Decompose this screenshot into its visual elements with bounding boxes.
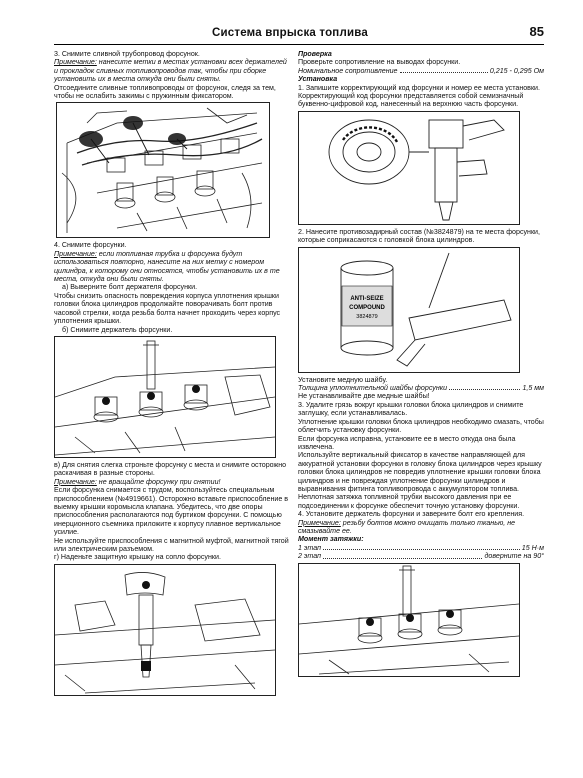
step-3: 3. Снимите сливной трубопровод форсунок. xyxy=(54,50,200,58)
nominal-label: Номинальное сопротивление xyxy=(298,66,398,75)
can-label-line-1: ANTI-SEIZE xyxy=(350,295,384,302)
stage-1-value: 15 Н·м xyxy=(521,543,544,552)
install-step-4: 4. Установите держатель форсунки и заверните болт его крепления. xyxy=(298,510,525,519)
thickness-label: Толщина уплотнительной шайбы форсунки xyxy=(298,384,448,393)
install-step-3: 3. Удалите грязь вокруг крышки головки блока цилиндров и снимите заглушку, если устанавливалась. xyxy=(298,400,524,418)
para-seal: Уплотнение крышки головки блока цилиндров необходимо смазать, чтобы облегчить установку форсунки. xyxy=(298,417,544,435)
right-column xyxy=(298,50,544,680)
para-1: Отсоедините сливные топливопроводы от форсунок, следя за тем, чтобы не ослабить зажимы с пружинным фиксатором. xyxy=(54,83,276,101)
para-tight: Неплотная затяжка топливной трубки высокого давления при ее подсоединении к форсунке обеспечит точную установку форсунки. xyxy=(298,493,520,510)
section-title: Система впрыска топлива xyxy=(212,27,368,39)
install-step-1b: Корректирующий код форсунки представляется собой семизначный буквенно-цифровой код, нанесенный на верхнюю часть форсунки. xyxy=(298,92,524,109)
dot-leader xyxy=(449,384,520,390)
note-1-text: нанесите метки в местах установки всех держателей и прокладок сливных топливопроводов так, чтобы при сборке установить их в места откуда они были сняты. xyxy=(54,58,287,84)
stage-2-label: 2 этап xyxy=(298,552,322,561)
figure-injector-cap xyxy=(54,564,276,696)
stage-1-label: 1 этап xyxy=(298,543,322,552)
thickness-row xyxy=(298,384,544,392)
note-3 xyxy=(54,478,290,486)
para-2: Чтобы снизить опасность повреждения корпуса уплотнения крышки головки блока цилиндров продолжайте поворачивать болт против часовой стрелки, когда резьба болта начнет проходить через корпус уплотнения крышки. xyxy=(54,291,281,326)
sub-v: в) Для снятия слегка строньте форсунку с места и снимите осторожно раскачивая в разные стороны. xyxy=(54,460,287,478)
figure-engine-top xyxy=(56,102,270,238)
dot-leader xyxy=(323,552,482,558)
injector-cap-drawing xyxy=(55,565,275,695)
holder-install-drawing xyxy=(299,564,519,676)
stage-2-value: доверните на 90° xyxy=(484,552,544,561)
sub-b: б) Снимите держатель форсунки. xyxy=(62,325,173,334)
check-text: Проверьте сопротивление на выводах форсунки. xyxy=(298,58,461,67)
note-3-text: не вращайте форсунку при снятии! xyxy=(96,477,221,486)
nominal-value: 0,215 - 0,295 Ом xyxy=(489,66,544,75)
engine-top-drawing xyxy=(57,103,269,237)
para-3: Если форсунка снимается с трудом, воспользуйтесь специальным приспособлением (№4919661). Осторожно вставьте приспособление в выемку крышки коромысла клапана. Убедитесь, что две опоры приспособления располагаются под буртиком форсунки. С помощью инерционного съемника приложите к корпусу плавное вертикальное усилие. xyxy=(54,486,289,537)
note-3-label: Примечание: xyxy=(54,477,97,486)
injector-code-drawing xyxy=(299,112,519,224)
dot-leader xyxy=(400,67,488,73)
figure-holder-removal xyxy=(54,336,276,458)
note-right xyxy=(298,519,544,536)
note-1-label: Примечание: xyxy=(54,58,97,67)
torque-stage-2 xyxy=(298,552,544,560)
para-4: Не используйте приспособления с магнитной муфтой, магнитной тягой или электрическим разъемом. xyxy=(54,536,289,553)
holder-removal-drawing xyxy=(55,337,275,457)
left-column xyxy=(54,50,290,699)
install-step-2: 2. Нанесите противозадирный состав (№3824879) на те места форсунки, которые соприкасаются с головкой блока цилиндров. xyxy=(298,227,540,245)
note-right-text: резьбу болтов можно очищать только тканью, не смазывайте ее. xyxy=(298,518,516,535)
install-title: Установка xyxy=(298,75,338,84)
page-number: 85 xyxy=(529,24,544,39)
thickness-value: 1,5 мм xyxy=(522,384,544,393)
install-step-1: 1. Запишите корректирующий код форсунки и номер ее места установки. xyxy=(298,83,540,92)
note-2-label: Примечание: xyxy=(54,249,97,258)
dot-leader xyxy=(323,544,520,550)
para-vertical: Используйте вертикальный фиксатор в качестве направляющей для аккуратной установки форсунки в головку блока цилиндров через крышку головки блока цилиндров не повредив уплотнение крышки головки блока цилиндров и не повреждая уплотнение форсунки цилиндров и выравнивания фитинга топливопровода с аккумулятором топлива. xyxy=(298,451,542,493)
figure-holder-install xyxy=(298,563,520,677)
figure-anti-seize xyxy=(298,247,520,373)
sub-a: а) Выверните болт держателя форсунки. xyxy=(62,283,198,292)
washer-text: Установите медную шайбу. xyxy=(298,375,388,384)
nominal-resistance-row xyxy=(298,67,544,75)
note-right-label: Примечание: xyxy=(298,518,341,527)
sub-g: г) Наденьте защитную крышку на сопло форсунки. xyxy=(54,553,221,562)
no-double-washer: Не устанавливайте две медные шайбы! xyxy=(298,392,430,401)
note-2 xyxy=(54,250,290,284)
check-title: Проверка xyxy=(298,50,332,58)
can-label-line-3: 3824879 xyxy=(356,313,378,320)
torque-title: Момент затяжки: xyxy=(298,535,364,544)
para-used: Если форсунка исправна, установите ее в место откуда она была извлечена. xyxy=(298,434,516,451)
note-1 xyxy=(54,58,290,83)
torque-stage-1 xyxy=(298,544,544,552)
page-header xyxy=(54,24,544,45)
anti-seize-drawing xyxy=(299,248,519,372)
note-2-text: если топливная трубка и форсунка будут использоваться повторно, нанесите на них метку с номером цилиндра, к которому они относятся, чтобы установить их в те места, откуда они были сняты. xyxy=(54,249,280,284)
figure-injector-code xyxy=(298,111,520,225)
step-4: 4. Снимите форсунки. xyxy=(54,241,127,250)
can-label-line-2: COMPOUND xyxy=(349,304,385,311)
